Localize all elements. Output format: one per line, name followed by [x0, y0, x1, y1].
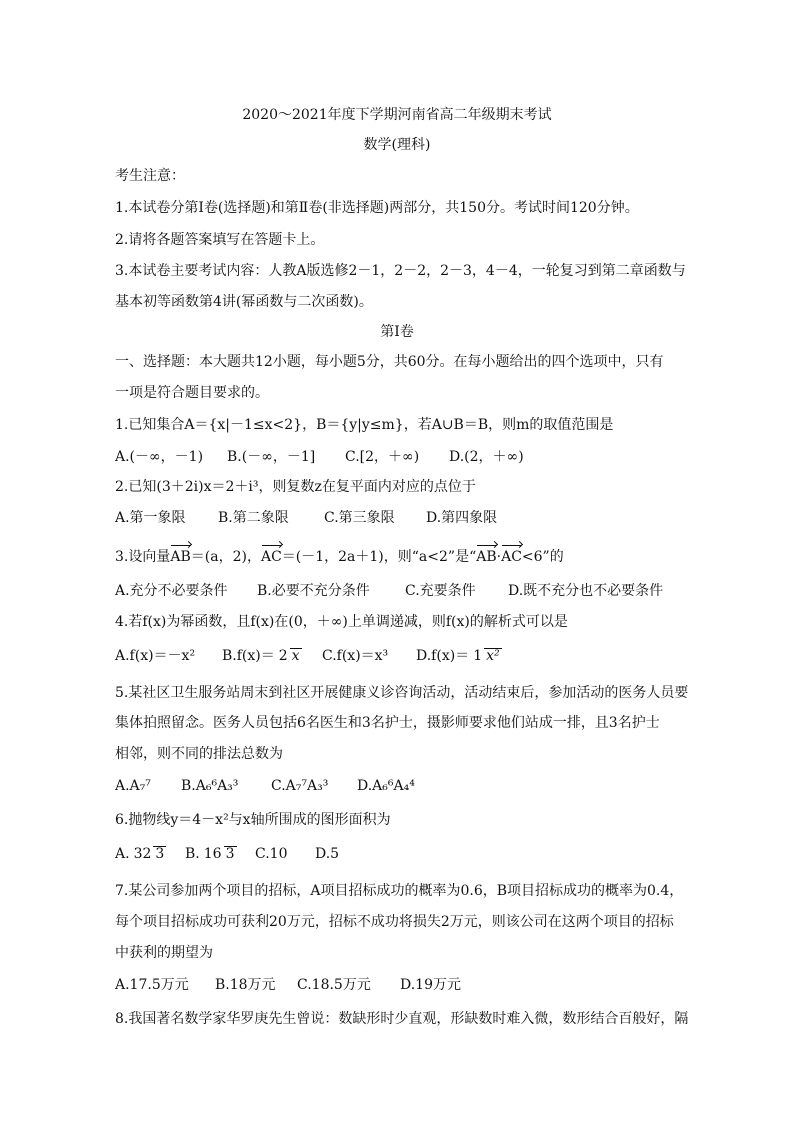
q3-option-a: A.充分不必要条件 [115, 583, 228, 599]
q1-option-b: B.(－∞，－1] [227, 449, 316, 465]
vector-ab-2: AB [476, 549, 497, 565]
q3-option-c: C.充要条件 [405, 583, 476, 599]
q3-part1: ＝(a，2)， [190, 549, 261, 565]
q7-options [115, 976, 461, 994]
section1-line2: 一项是符合题目要求的。 [115, 385, 269, 401]
q1-option-a: A.(－∞，－1) [115, 449, 204, 465]
q7-option-a: A.17.5万元 [115, 977, 189, 993]
q4-option-a: A.f(x)＝－x² [115, 648, 196, 664]
q5-option-d: D.A₆⁶A₄⁴ [357, 778, 415, 794]
q4-option-d [416, 647, 504, 665]
q5-line2: 集体拍照留念。医务人员包括6名医生和3名护士，摄影师要求他们站成一排，且3名护士 [115, 715, 660, 731]
vector-ac-2: AC [501, 549, 522, 565]
note-1: 1.本试卷分第Ⅰ卷(选择题)和第Ⅱ卷(非选择题)两部分，共150分。考试时间120分钟。 [115, 200, 639, 216]
q3-option-d: D.既不充分也不必要条件 [508, 583, 664, 599]
q7-option-d: D.19万元 [400, 977, 461, 993]
q5-options [115, 777, 415, 795]
fraction-numerator: 2 [278, 648, 288, 664]
fraction-denominator: 3 [155, 846, 165, 862]
section1-line1: 一、选择题：本大题共12小题，每小题5分，共60分。在每小题给出的四个选项中，只有 [115, 354, 664, 370]
q2-option-b: B.第二象限 [218, 510, 289, 526]
fraction-numerator: 16 [203, 846, 222, 862]
exam-subject: 数学(理科) [363, 137, 431, 153]
q6-option-c: C.10 [255, 846, 288, 862]
note-2: 2.请将各题答案填写在答题卡上。 [115, 232, 325, 248]
q4-option-c: C.f(x)＝x³ [322, 648, 389, 664]
q7-option-b: B.18万元 [215, 977, 276, 993]
q4-option-d-fraction [471, 648, 501, 664]
q7-line2: 每个项目招标成功可获利20万元，招标不成功将损失2万元，则该公司在这两个项目的招标 [115, 914, 674, 930]
fraction-denominator: x [291, 648, 300, 664]
q8-line1: 8.我国著名数学家华罗庚先生曾说：数缺形时少直观，形缺数时难入微，数形结合百般好，隔 [115, 1011, 689, 1027]
exam-title: 2020～2021年度下学期河南省高二年级期末考试 [242, 107, 552, 123]
q7-line1: 7.某公司参加两个项目的招标，A项目招标成功的概率为0.6，B项目招标成功的概率为0.4， [115, 883, 684, 899]
q7-option-c: C.18.5万元 [297, 977, 371, 993]
q5-option-b: B.A₆⁶A₃³ [181, 778, 239, 794]
q3-options [115, 582, 663, 600]
q4-option-b [222, 647, 322, 665]
q1-stem: 1.已知集合A＝{x|－1≤x<2}，B＝{y|y≤m}，若A∪B＝B，则m的取值范围是 [115, 417, 614, 433]
fraction-denominator: x² [486, 648, 500, 664]
q3-prefix: 3.设向量 [115, 549, 171, 565]
q1-option-c: C.[2，＋∞) [345, 449, 420, 465]
q3-stem [115, 548, 564, 566]
q4-option-d-prefix: D.f(x)＝ [416, 648, 470, 664]
q6-stem: 6.抛物线y＝4－x²与x轴所围成的图形面积为 [115, 812, 391, 828]
q4-stem: 4.若f(x)为幂函数，且f(x)在(0，＋∞)上单调递减，则f(x)的解析式可以是 [115, 614, 568, 630]
q6-option-a-prefix: A. [115, 846, 130, 862]
q6-option-a-fraction [132, 846, 167, 862]
q3-part2: ＝(－1，2a＋1)，则“a<2”是“ [281, 549, 477, 565]
q4-options [115, 638, 504, 674]
q2-stem: 2.已知(3＋2i)x＝2＋i³，则复数z在复平面内对应的点位于 [115, 479, 476, 495]
q2-option-c: C.第三象限 [324, 510, 395, 526]
q3-option-b: B.必要不充分条件 [257, 583, 370, 599]
q4-option-b-prefix: B.f(x)＝ [222, 648, 275, 664]
q5-line1: 5.某社区卫生服务站周末到社区开展健康义诊咨询活动，活动结束后，参加活动的医务人员要 [115, 685, 689, 701]
q5-line3: 相邻，则不同的排法总数为 [115, 746, 283, 762]
q6-option-d: D.5 [315, 846, 340, 862]
q1-option-d: D.(2，＋∞) [449, 449, 524, 465]
dot-operator: · [496, 549, 502, 565]
note-3-line2: 基本初等函数第4讲(幂函数与二次函数)。 [115, 294, 373, 310]
q2-option-d: D.第四象限 [426, 510, 498, 526]
q2-option-a: A.第一象限 [115, 510, 186, 526]
vector-ab: AB [170, 549, 191, 565]
volume-title: 第Ⅰ卷 [380, 324, 414, 340]
q2-options [115, 509, 497, 527]
q6-option-a [115, 845, 185, 863]
q6-options [115, 836, 339, 872]
q5-option-a: A.A₇⁷ [115, 778, 151, 794]
q6-option-b-fraction [202, 846, 237, 862]
q1-options [115, 448, 524, 466]
q6-option-b [185, 845, 255, 863]
fraction-denominator: 3 [225, 846, 235, 862]
vector-ac: AC [260, 549, 282, 565]
fraction-numerator: 1 [473, 648, 483, 664]
q6-option-b-prefix: B. [185, 846, 200, 862]
q3-part3: <6”的 [521, 549, 564, 565]
q4-option-b-fraction [277, 648, 302, 664]
q5-option-c: C.A₇⁷A₃³ [271, 778, 329, 794]
q7-line3: 中获利的期望为 [115, 945, 213, 961]
notes-heading: 考生注意： [115, 168, 185, 184]
fraction-numerator: 32 [133, 846, 152, 862]
note-3-line1: 3.本试卷主要考试内容：人教A版选修2－1，2－2，2－3，4－4，一轮复习到第二章函数与 [115, 263, 686, 279]
